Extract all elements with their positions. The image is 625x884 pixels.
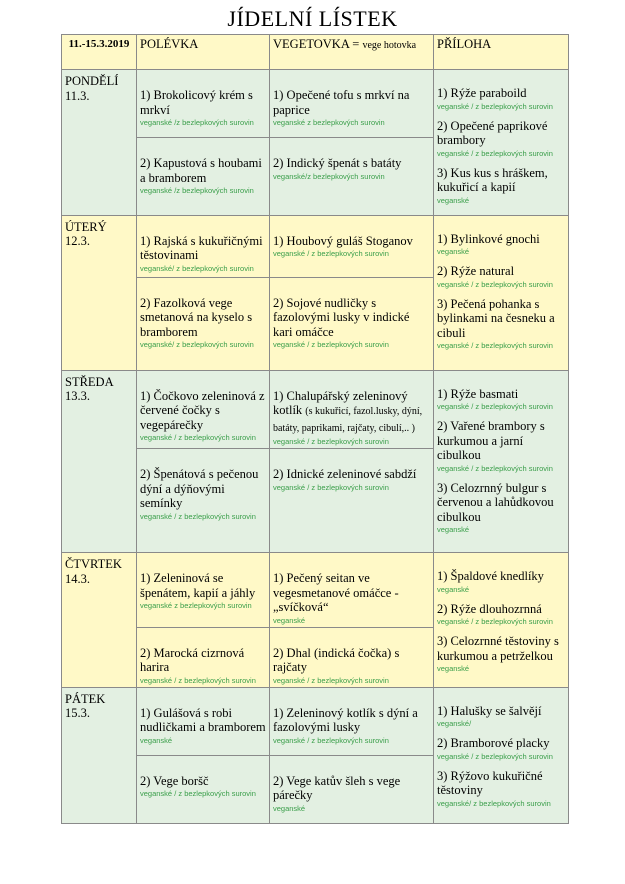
menu-table <box>61 34 569 824</box>
dish-text: 1) Gulášová s robi nudličkami a bramborem <box>140 705 266 734</box>
side-item <box>437 166 565 205</box>
side-text: 3) Celozrnné těstoviny s kurkumou a petrželkou <box>437 634 559 663</box>
side-text: 3) Kus kus s hráškem, kukuřicí a kapií <box>437 165 548 194</box>
dish-text: 2) Indický špenát s batáty <box>273 156 402 171</box>
side-text: 3) Rýžovo kukuřičné těstoviny <box>437 768 543 797</box>
day-row <box>62 370 569 449</box>
dish-text: 1) Pečený seitan ve vegesmetanové omáčce - „svíčková“ <box>273 571 399 614</box>
side-item <box>437 419 565 473</box>
side-note: veganské <box>437 195 470 205</box>
dish-detail: (s kukuřicí, fazol.lusky, dýní, batáty, paprikami, rajčaty, cibulí,.. ) <box>273 406 423 434</box>
soup1-cell <box>137 553 270 628</box>
dish-name <box>273 218 430 249</box>
side-note: veganské/ <box>437 719 472 728</box>
day-cell <box>62 370 137 553</box>
side-cell <box>434 70 569 216</box>
side-item <box>437 736 565 761</box>
veg1-cell <box>270 553 434 628</box>
day-name: ÚTERÝ <box>65 219 107 234</box>
day-date: 14.3. <box>65 571 90 586</box>
dish-text: 2) Kapustová s houbami a bramborem <box>140 156 262 185</box>
header-row <box>62 35 569 70</box>
dish-text: 1) Houbový guláš Stoganov <box>273 233 413 248</box>
day-row <box>62 687 569 755</box>
day-date: 13.3. <box>65 389 90 403</box>
dish-text: 2) Dhal (indická čočka) s rajčaty <box>273 645 400 674</box>
soup1-cell <box>137 215 270 277</box>
soup1-cell <box>137 687 270 755</box>
dish-note: veganské z bezlepkových surovin <box>140 601 252 610</box>
veg1-cell <box>270 370 434 449</box>
side-text: 2) Vařené brambory s kurkumou a jarní cibulkou <box>437 419 545 462</box>
side-item <box>437 387 565 412</box>
day-name: STŘEDA <box>65 374 114 389</box>
dish-text: 2) Fazolková vege smetanová na kyselo s bramborem <box>140 295 253 339</box>
side-note: veganské / z bezlepkových surovin <box>437 101 553 111</box>
side-item <box>437 297 565 351</box>
dish-note: veganské / z bezlepkových surovin <box>273 675 389 685</box>
side-text: 3) Celozrnný bulgur s červenou a lahůdkovou cibulkou <box>437 480 554 524</box>
soup2-cell <box>137 138 270 215</box>
day-row <box>62 215 569 277</box>
dish-text: 1) Brokolicový krém s mrkví <box>140 88 253 117</box>
soup2-cell <box>137 627 270 687</box>
dish-note: veganské /z bezlepkových surovin <box>140 118 254 127</box>
dish-note: veganské/z bezlepkových surovin <box>273 171 385 181</box>
day-name: PÁTEK <box>65 691 106 706</box>
day-name: PONDĚLÍ <box>65 74 119 88</box>
veg1-cell <box>270 215 434 277</box>
veg1-cell <box>270 70 434 138</box>
day-cell <box>62 553 137 688</box>
dish-name <box>273 280 430 340</box>
dish-name <box>273 373 430 437</box>
dish-note: veganské / z bezlepkových surovin <box>273 735 389 745</box>
soup2-cell <box>137 449 270 553</box>
side-note: veganské/ z bezlepkových surovin <box>437 798 551 808</box>
side-note: veganské / z bezlepkových surovin <box>437 617 553 626</box>
side-item <box>437 704 565 729</box>
dish-name <box>140 280 266 340</box>
dish-text: 2) Sojové nudličky s fazolovými lusky v indické kari omáčce <box>273 295 410 339</box>
dish-text: 1) Čočkovo zeleninová z červené čočky s vegepárečky <box>140 388 265 432</box>
side-text: 1) Halušky se šalvějí <box>437 703 542 718</box>
dish-name <box>140 690 266 735</box>
dish-note: veganské / z bezlepkových surovin <box>140 789 256 798</box>
dish-note: veganské /z bezlepkových surovin <box>140 186 254 196</box>
dish-note: veganské <box>273 803 306 813</box>
side-text: 2) Rýže dlouhozrnná <box>437 601 542 616</box>
dish-text: 2) Vege boršč <box>140 773 209 788</box>
header-date: 11.-15.3.2019 <box>62 35 137 70</box>
dish-note: veganské / z bezlepkových surovin <box>273 340 389 349</box>
veg2-cell <box>270 138 434 215</box>
side-item <box>437 569 565 594</box>
dish-text: 2) Idnické zeleninové sabdží <box>273 467 417 481</box>
side-note: veganské / z bezlepkových surovin <box>437 279 553 289</box>
side-note: veganské <box>437 525 470 534</box>
dish-note: veganské / z bezlepkových surovin <box>273 249 389 258</box>
dish-name <box>273 72 430 117</box>
side-note: veganské / z bezlepkových surovin <box>437 341 553 350</box>
dish-note: veganské/ z bezlepkových surovin <box>140 263 254 273</box>
side-note: veganské / z bezlepkových surovin <box>437 751 553 761</box>
dish-name <box>140 373 266 433</box>
day-date: 11.3. <box>65 88 90 103</box>
dish-name <box>140 630 266 675</box>
side-text: 1) Rýže basmati <box>437 386 519 401</box>
side-note: veganské / z bezlepkových surovin <box>437 402 553 411</box>
dish-name <box>140 451 266 511</box>
header-veg-sub: vege hotovka <box>362 40 417 51</box>
side-text: 1) Rýže paraboild <box>437 86 527 100</box>
soup2-cell <box>137 755 270 823</box>
side-note: veganské / z bezlepkových surovin <box>437 463 553 473</box>
day-date: 12.3. <box>65 234 90 248</box>
dish-text: 2) Špenátová s pečenou dýní a dýňovými semínky <box>140 467 259 510</box>
side-note: veganské <box>437 247 470 256</box>
side-text: 2) Opečené paprikové brambory <box>437 118 548 147</box>
side-cell <box>434 370 569 553</box>
header-soup: POLÉVKA <box>137 35 270 70</box>
dish-text: 1) Zeleninový kotlík s dýní a fazolovými lusky <box>273 705 418 734</box>
side-cell <box>434 553 569 688</box>
day-cell <box>62 215 137 370</box>
side-item <box>437 232 565 257</box>
veg2-cell <box>270 755 434 823</box>
dish-note: veganské <box>140 735 173 745</box>
dish-name <box>140 555 266 600</box>
side-item <box>437 602 565 627</box>
day-cell <box>62 687 137 823</box>
dish-note: veganské z bezlepkových surovin <box>273 118 385 127</box>
dish-name <box>273 555 430 615</box>
side-item <box>437 86 565 111</box>
dish-text: 1) Rajská s kukuřičnými těstovinami <box>140 233 263 262</box>
soup2-cell <box>137 277 270 370</box>
dish-name <box>273 758 430 803</box>
dish-name <box>273 630 430 675</box>
dish-note: veganské / z bezlepkových surovin <box>140 433 256 442</box>
veg1-cell <box>270 687 434 755</box>
side-text: 2) Rýže natural <box>437 264 515 278</box>
soup1-cell <box>137 70 270 138</box>
side-text: 2) Bramborové placky <box>437 736 550 750</box>
side-item <box>437 119 565 158</box>
page-title: JÍDELNÍ LÍSTEK <box>227 6 398 31</box>
side-item <box>437 634 565 673</box>
side-text: 3) Pečená pohanka s bylinkami na česneku a cibuli <box>437 296 555 340</box>
dish-note: veganské / z bezlepkových surovin <box>140 511 256 521</box>
dish-text: 2) Vege katův šleh s vege párečky <box>273 773 401 802</box>
side-text: 1) Bylinkové gnochi <box>437 231 540 246</box>
header-veg-label: VEGETOVKA = <box>273 37 360 51</box>
dish-text: 1) Zeleninová se špenátem, kapií a jáhly <box>140 571 256 600</box>
dish-note: veganské <box>273 615 306 625</box>
side-item <box>437 264 565 289</box>
dish-text: 2) Marocká cizrnová harira <box>140 645 245 674</box>
day-row <box>62 70 569 138</box>
dish-note: veganské / z bezlepkových surovin <box>273 482 389 492</box>
dish-name <box>140 218 266 263</box>
side-note: veganské <box>437 584 470 594</box>
dish-text: 1) Chalupářský zeleninový kotlík <box>273 388 408 417</box>
dish-note: veganské / z bezlepkových surovin <box>140 675 256 685</box>
header-veg <box>270 35 434 70</box>
dish-name <box>273 690 430 735</box>
dish-note: veganské / z bezlepkových surovin <box>273 437 389 446</box>
header-side: PŘÍLOHA <box>434 35 569 70</box>
side-text: 1) Špaldové knedlíky <box>437 569 544 583</box>
veg2-cell <box>270 449 434 553</box>
dish-name <box>273 140 430 171</box>
dish-name <box>140 72 266 117</box>
side-note: veganské <box>437 664 470 673</box>
veg2-cell <box>270 627 434 687</box>
soup1-cell <box>137 370 270 449</box>
dish-name <box>140 758 266 789</box>
side-cell <box>434 687 569 823</box>
dish-name <box>273 451 430 482</box>
side-item <box>437 481 565 535</box>
side-cell <box>434 215 569 370</box>
dish-note: veganské/ z bezlepkových surovin <box>140 340 254 349</box>
day-date: 15.3. <box>65 706 90 720</box>
side-note: veganské / z bezlepkových surovin <box>437 148 553 158</box>
day-name: ČTVRTEK <box>65 557 122 571</box>
dish-name <box>140 140 266 185</box>
day-cell <box>62 70 137 216</box>
veg2-cell <box>270 277 434 370</box>
side-item <box>437 769 565 808</box>
dish-text: 1) Opečené tofu s mrkví na paprice <box>273 88 410 117</box>
day-row <box>62 553 569 628</box>
